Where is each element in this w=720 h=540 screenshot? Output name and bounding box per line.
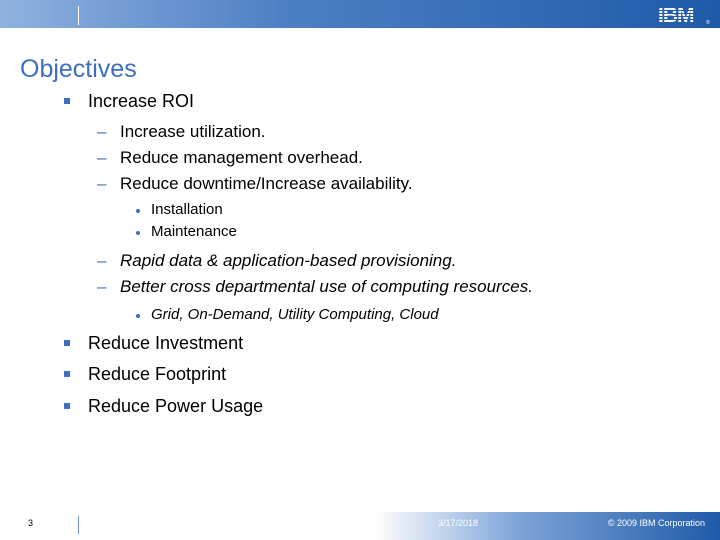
banner-divider: [78, 6, 79, 25]
svg-text:IBM: IBM: [658, 4, 694, 26]
slide-title: Objectives: [20, 55, 137, 83]
dash-bullet-icon: –: [97, 251, 107, 270]
bullet-text: Reduce Footprint: [88, 364, 227, 384]
bullet-text: Reduce management overhead.: [120, 148, 363, 167]
bullet-text: Reduce Power Usage: [88, 396, 264, 416]
square-bullet-icon: [64, 403, 70, 409]
bullet-text: Reduce downtime/Increase availability.: [120, 174, 413, 193]
bullet-text: Rapid data & application-based provisioning.: [120, 251, 457, 270]
square-bullet-icon: [64, 98, 70, 104]
dash-bullet-icon: –: [97, 148, 107, 167]
svg-text:®: ®: [706, 20, 710, 26]
bullet-text: Increase utilization.: [120, 122, 266, 141]
dot-bullet-icon: [136, 209, 140, 213]
square-bullet-icon: [64, 340, 70, 346]
square-bullet-icon: [64, 371, 70, 377]
dot-bullet-icon: [136, 314, 140, 318]
footer-copyright: © 2009 IBM Corporation: [607, 518, 705, 528]
dash-bullet-icon: –: [97, 174, 107, 193]
dash-bullet-icon: –: [97, 277, 107, 296]
page-number: 3: [28, 518, 34, 528]
bullet-text: Better cross departmental use of computing resources.: [120, 277, 533, 296]
bullet-text: Installation: [151, 201, 223, 218]
dash-bullet-icon: –: [97, 122, 107, 141]
footer-date: 3/17/2018: [438, 518, 479, 528]
top-banner: [0, 0, 720, 28]
bullet-text: Maintenance: [151, 223, 237, 240]
bullet-text: Reduce Investment: [88, 333, 244, 353]
ibm-logo: [656, 2, 714, 26]
footer-divider: [78, 516, 79, 534]
dot-bullet-icon: [136, 231, 140, 235]
bullet-text: Grid, On-Demand, Utility Computing, Cloud: [151, 306, 439, 323]
bullet-text: Increase ROI: [88, 91, 195, 111]
